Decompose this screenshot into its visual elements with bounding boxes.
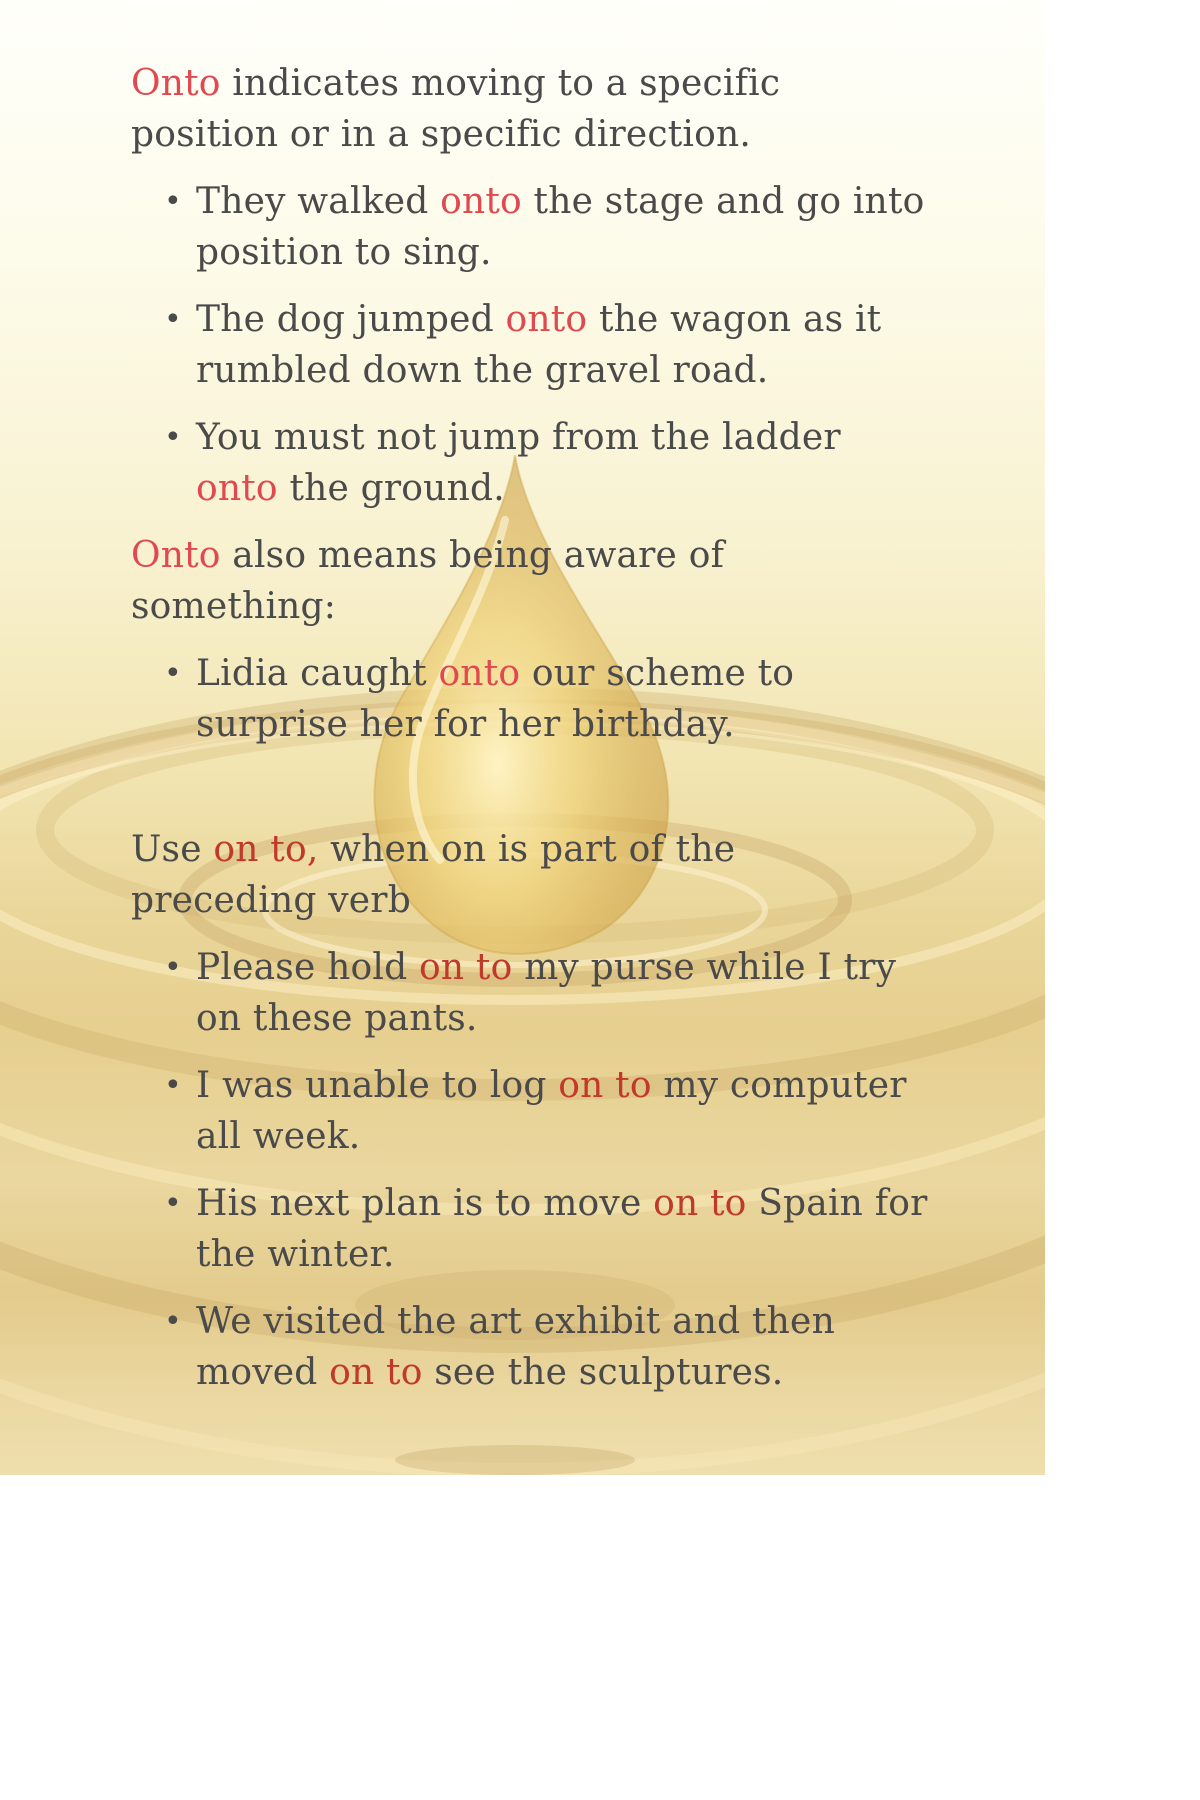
- example-text: my computer all week.: [196, 1065, 907, 1157]
- definition-text: also means being aware of something:: [131, 535, 725, 627]
- onto-aware-definition: [131, 530, 931, 632]
- example-text: I was unable to log: [196, 1065, 559, 1106]
- example-text: our scheme to surprise her for her birthday.: [196, 653, 795, 745]
- on-to-examples: [131, 942, 931, 1398]
- definition-text: when on is part of the preceding verb: [131, 829, 736, 921]
- keyword-on-to: on to,: [213, 829, 319, 870]
- example-text: The dog jumped: [196, 299, 506, 340]
- on-to-definition: [131, 824, 931, 926]
- keyword-on-to: on to: [558, 1065, 652, 1106]
- example-text: the wagon as it rumbled down the gravel road.: [196, 299, 882, 391]
- example-item: [196, 942, 931, 1044]
- example-text: His next plan is to move: [196, 1183, 654, 1224]
- example-text: They walked: [196, 181, 441, 222]
- keyword-on-to: on to: [653, 1183, 747, 1224]
- example-text: Lidia caught: [196, 653, 439, 694]
- example-item: [196, 412, 931, 514]
- onto-aware-examples: [131, 648, 931, 750]
- example-text: the stage and go into position to sing.: [196, 181, 925, 273]
- example-text: my purse while I try on these pants.: [196, 947, 897, 1039]
- example-item: [196, 1178, 931, 1280]
- onto-direction-definition: [131, 58, 931, 160]
- bottom-margin: [0, 1475, 1045, 1568]
- definition-text: indicates moving to a specific position or in a specific direction.: [131, 63, 781, 155]
- definition-text: Use: [131, 829, 214, 870]
- example-text: We visited the art exhibit and then moved: [196, 1301, 835, 1393]
- keyword-on-to: on to: [419, 947, 513, 988]
- example-text: You must not jump from the ladder: [196, 417, 841, 458]
- example-text: see the sculptures.: [422, 1352, 784, 1393]
- example-item: [196, 1296, 931, 1398]
- onto-direction-examples: [131, 176, 931, 514]
- example-text: Spain for the winter.: [196, 1183, 928, 1275]
- example-text: the ground.: [277, 468, 505, 509]
- keyword-onto: Onto: [131, 63, 221, 104]
- keyword-on-to: on to: [329, 1352, 423, 1393]
- keyword-onto: Onto: [131, 535, 221, 576]
- example-item: [196, 1060, 931, 1162]
- example-item: [196, 648, 931, 750]
- example-text: Please hold: [196, 947, 419, 988]
- grammar-content: [131, 58, 931, 1414]
- keyword-onto: onto: [196, 468, 278, 509]
- keyword-onto: onto: [505, 299, 588, 340]
- section-gap: [131, 766, 931, 824]
- keyword-onto: onto: [438, 653, 521, 694]
- example-item: [196, 176, 931, 278]
- keyword-onto: onto: [440, 181, 522, 222]
- example-item: [196, 294, 931, 396]
